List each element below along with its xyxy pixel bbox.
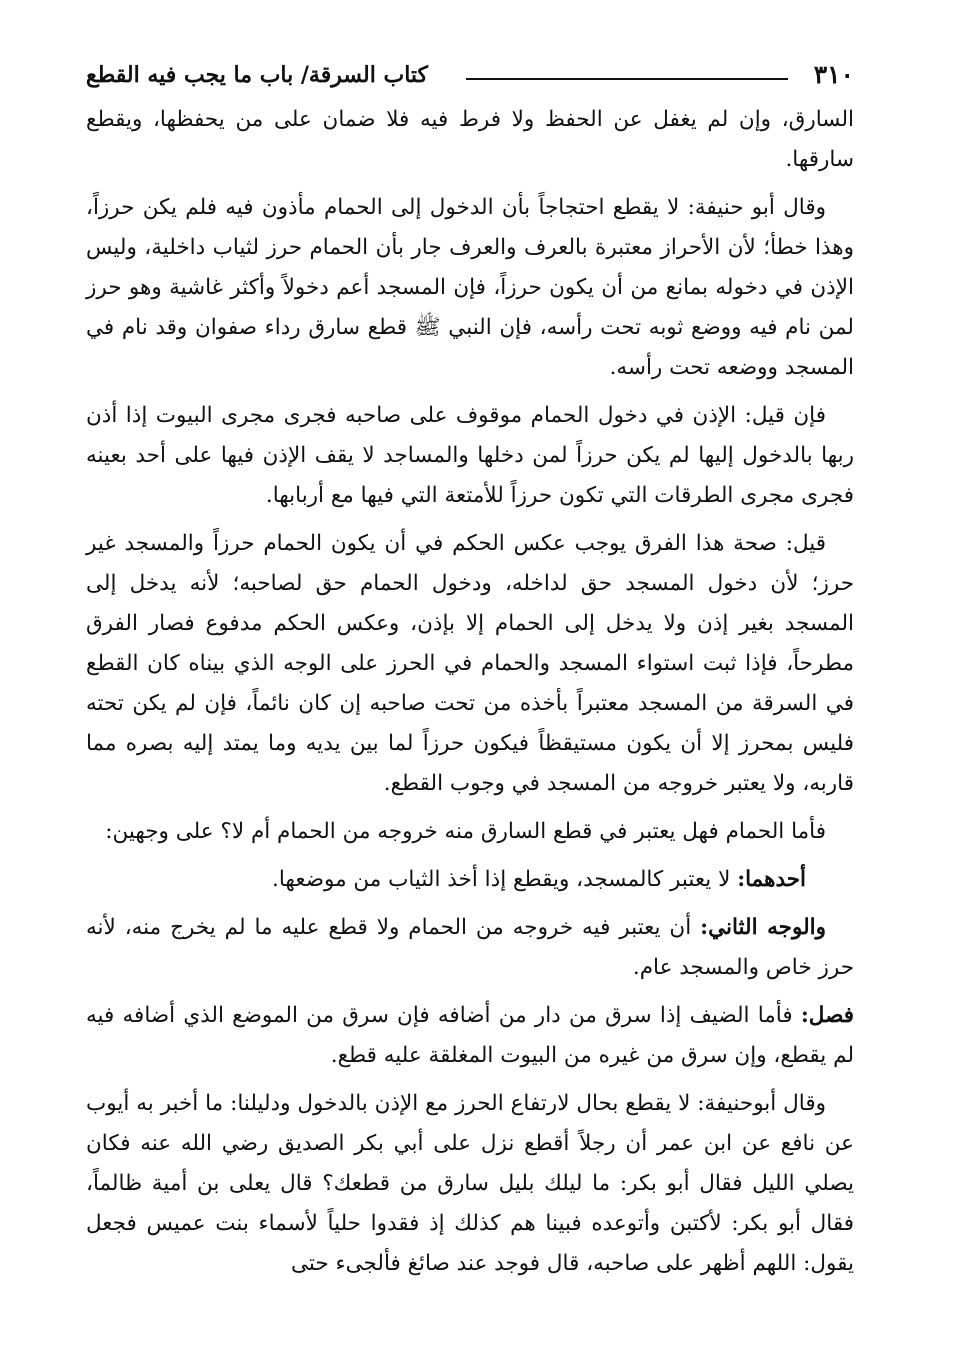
page-number: ٣١٠ (813, 60, 854, 89)
paragraph-lead: والوجه الثاني: (700, 915, 826, 940)
paragraph: وقال أبو حنيفة: لا يقطع احتجاجاً بأن الدخول إلى الحمام مأذون فيه فلم يكن حرزاً، وهذا خطأ؛ لأن الأحراز معتبرة بالعرف والعرف جار بأن الحمام حرز لثياب داخلية، وليس الإذن في دخوله بمانع من أن يكون حرزاً، فإن المسجد أعم دخولاً وأكثر غاشية وهو حرز لمن نام فيه ووضع ثوبه تحت رأسه، فإن النبي ﷺ قطع سارق رداء صفوان وقد نام في المسجد ووضعه تحت رأسه. (86, 195, 854, 380)
paragraph: السارق، وإن لم يغفل عن الحفظ ولا فرط فيه فلا ضمان على من يحفظها، ويقطع سارقها. (86, 107, 854, 172)
page-body (86, 100, 854, 1292)
paragraph: فإن قيل: الإذن في دخول الحمام موقوف على صاحبه فجرى مجرى البيوت إذا أذن ربها بالدخول إليها لم يكن حرزاً لمن دخلها والمساجد لا يقف الإذن فيها على أحد بعينه فجرى مجرى الطرقات التي تكون حرزاً للأمتعة التي فيها مع أربابها. (86, 403, 854, 508)
paragraph: وقال أبوحنيفة: لا يقطع بحال لارتفاع الحرز مع الإذن بالدخول ودليلنا: ما أخبر به أيوب عن نافع عن ابن عمر أن رجلاً أقطع نزل على أبي بكر الصديق رضي الله عنه فكان يصلي الليل فقال أبو بكر: ما ليلك بليل سارق من قطعك؟ قال يعلى بن أمية ظالماً، فقال أبو بكر: لأكتبن وأتوعده فبينا هم كذلك إذ فقدوا حلياً لأسماء بنت عميس فجعل يقول: اللهم أظهر على صاحبه، قال فوجد عند صائغ فألجىء حتى (86, 1091, 854, 1276)
paragraph (86, 908, 854, 988)
header-rule (466, 78, 788, 80)
running-title: كتاب السرقة/ باب ما يجب فيه القطع (86, 62, 429, 88)
paragraph-text: أن يعتبر فيه خروجه من الحمام ولا قطع عليه ما لم يخرج منه، لأنه حرز خاص والمسجد عام. (86, 915, 854, 980)
paragraph-text: لا يعتبر كالمسجد، ويقطع إذا أخذ الثياب من موضعها. (272, 867, 738, 892)
paragraph-text: فأما الضيف إذا سرق من دار من أضافه فإن سرق من الموضع الذي أضافه فيه لم يقطع، وإن سرق من غيره من البيوت المغلقة عليه قطع. (86, 1003, 854, 1068)
paragraph (86, 860, 854, 900)
paragraph: فأما الحمام فهل يعتبر في قطع السارق منه خروجه من الحمام أم لا؟ على وجهين: (105, 819, 826, 844)
paragraph (86, 996, 854, 1076)
section-lead: فصل: (800, 1003, 854, 1028)
paragraph: قيل: صحة هذا الفرق يوجب عكس الحكم في أن يكون الحمام حرزاً والمسجد غير حرز؛ لأن دخول المسجد حق لداخله، ودخول الحمام حق لصاحبه؛ لأنه يدخل إلى المسجد بغير إذن ولا يدخل إلى الحمام إلا بإذن، وعكس الحكم مدفوع فصار الفرق مطرحاً، فإذا ثبت استواء المسجد والحمام في الحرز على الوجه الذي بيناه كان القطع في السرقة من المسجد معتبراً بأخذه من تحت صاحبه إن كان نائماً، فإن لم يكن تحته فليس بمحرز إلا أن يكون مستيقظاً فيكون حرزاً لما بين يديه وما يمتد إليه بصره مما قاربه، ولا يعتبر خروجه من المسجد في وجوب القطع. (86, 531, 854, 796)
running-header (86, 58, 854, 98)
paragraph-lead: أحدهما: (737, 867, 806, 892)
